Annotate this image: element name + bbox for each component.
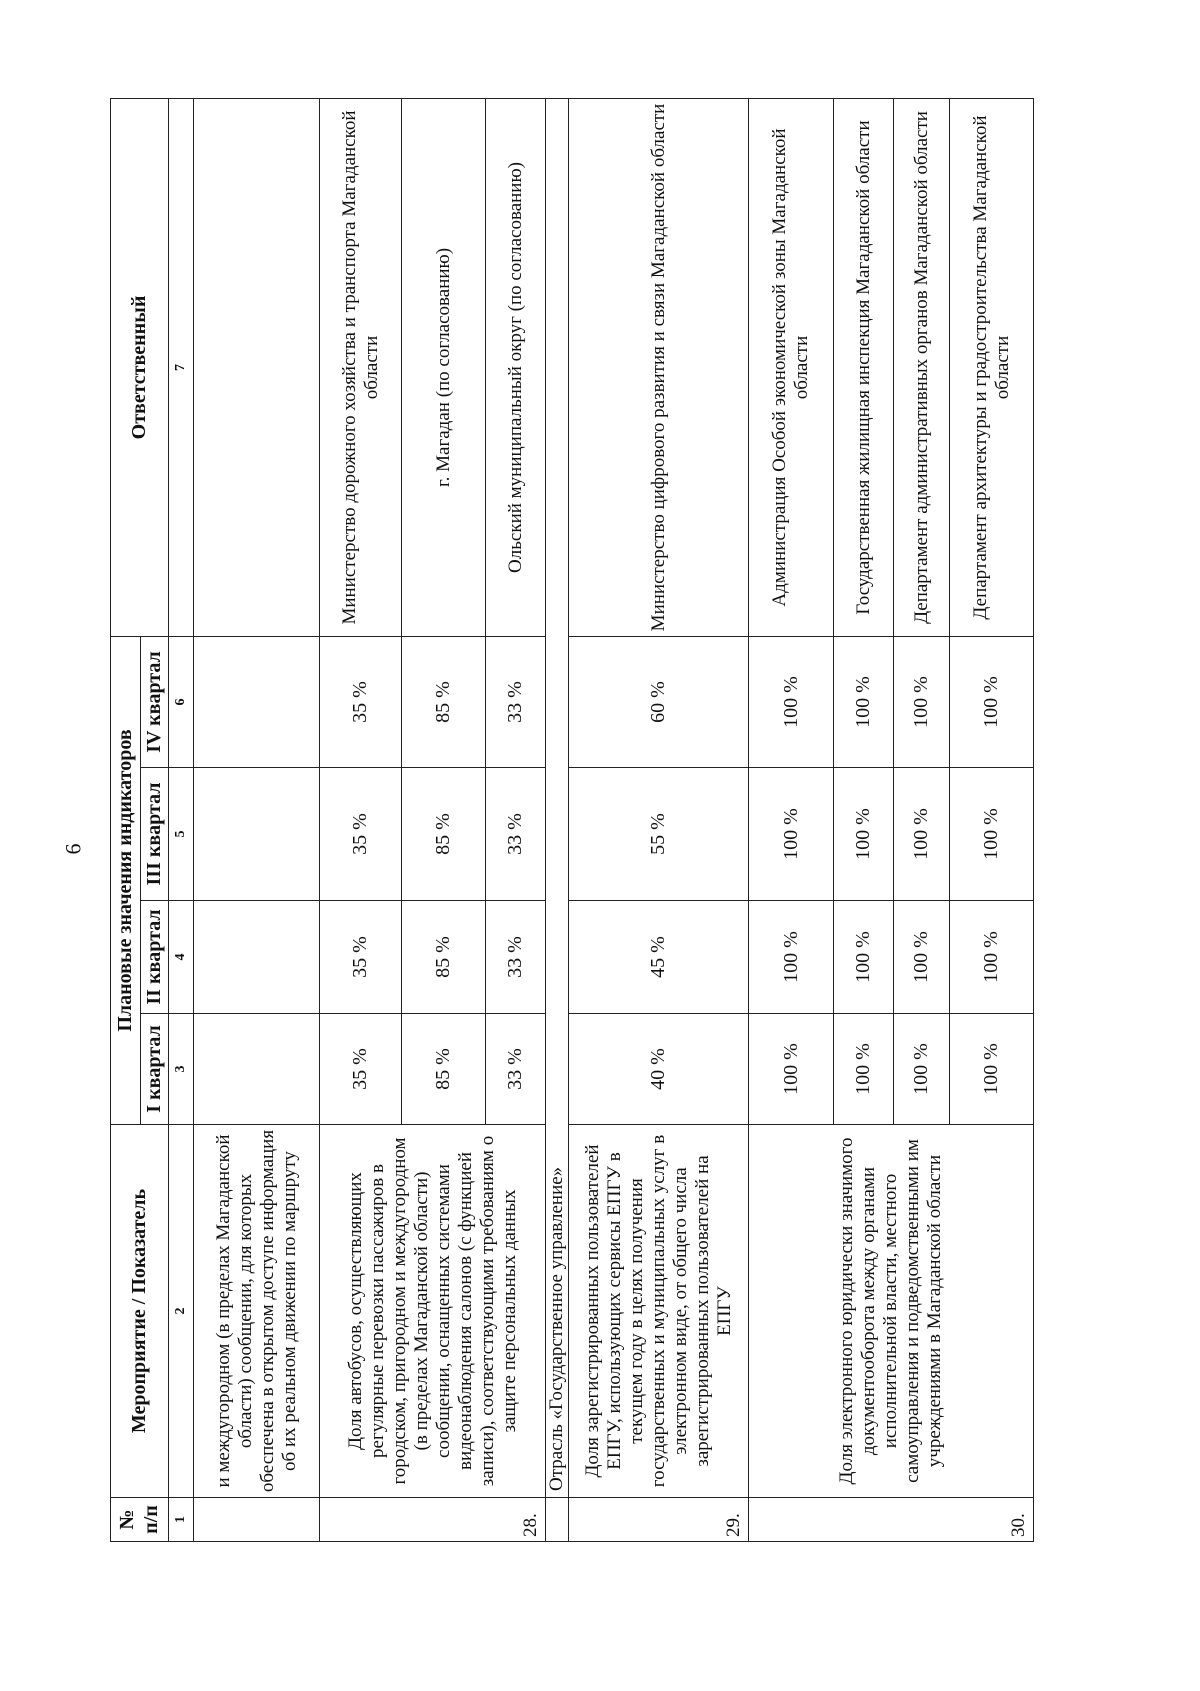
q1-value: 100 % (749, 1014, 834, 1125)
responsible-text: Министерство цифрового развития и связи Магаданской области (569, 98, 749, 636)
measure-text: Доля электронного юридически значимого документооборота между органами исполнительной власти, местного самоуправления и подведомственными им учреждениями в Магаданской области (749, 1125, 1034, 1498)
q1-value: 100 % (950, 1014, 1034, 1125)
q4-value: 100 % (950, 636, 1034, 767)
row-number: 29. (569, 1498, 749, 1542)
responsible-text: Ольский муниципальный округ (по согласованию) (486, 98, 546, 636)
q4-value: 35 % (320, 636, 402, 767)
q3-value: 100 % (894, 768, 950, 901)
measure-text: и междугородном (в пределах Магаданской области) сообщении, для которых обеспечена в открытом доступе информация об их реальном движении по маршруту (194, 1125, 320, 1498)
col-number: 4 (169, 901, 194, 1014)
col-number: 2 (169, 1125, 194, 1498)
responsible-text (194, 98, 320, 636)
q3-value: 33 % (486, 768, 546, 901)
table-row (320, 98, 402, 1541)
q2-value: 100 % (894, 901, 950, 1014)
page-number: 6 (60, 843, 86, 855)
row-number: 30. (749, 1498, 1034, 1542)
table-row (569, 98, 749, 1541)
q3-value: 100 % (950, 768, 1034, 901)
col-number: 7 (169, 98, 194, 636)
q1-value: 33 % (486, 1014, 546, 1125)
q4-value: 100 % (749, 636, 834, 767)
measure-text: Доля автобусов, осуществляющих регулярные перевозки пассажиров в городском, пригородном и междугородном (в пределах Магаданской области) сообщении, оснащенных системами видеонаблюдения салонов (с функцией записи), соответствующими требованиям о защите персональных данных (320, 1125, 546, 1498)
q2-value: 35 % (320, 901, 402, 1014)
q3-value: 35 % (320, 768, 402, 901)
q3-value (194, 768, 320, 901)
header-num: № п/п (111, 1498, 169, 1542)
q4-value (194, 636, 320, 767)
col-number: 3 (169, 1014, 194, 1125)
responsible-text: Департамент архитектуры и градостроительства Магаданской области (950, 98, 1034, 636)
q2-value: 85 % (402, 901, 486, 1014)
responsible-text: Департамент административных органов Магаданской области (894, 98, 950, 636)
q4-value: 33 % (486, 636, 546, 767)
q4-value: 85 % (402, 636, 486, 767)
column-number-row (169, 98, 194, 1541)
q4-value: 100 % (834, 636, 894, 767)
responsible-text: Министерство дорожного хозяйства и транспорта Магаданской области (320, 98, 402, 636)
q3-value: 55 % (569, 768, 749, 901)
q3-value: 100 % (749, 768, 834, 901)
header-q4: IV квартал (141, 636, 169, 767)
q1-value: 100 % (834, 1014, 894, 1125)
q4-value: 100 % (894, 636, 950, 767)
q1-value: 40 % (569, 1014, 749, 1125)
col-number: 6 (169, 636, 194, 767)
q2-value: 100 % (834, 901, 894, 1014)
header-q1: I квартал (141, 1014, 169, 1125)
rotated-table-container (110, 99, 1057, 1542)
table-row (194, 98, 320, 1541)
responsible-text: Администрация Особой экономической зоны Магаданской области (749, 98, 834, 636)
header-q2: II квартал (141, 901, 169, 1014)
header-measure: Мероприятие / Показатель (111, 1125, 169, 1498)
responsible-text: Государственная жилищная инспекция Магаданской области (834, 98, 894, 636)
q2-value: 100 % (950, 901, 1034, 1014)
table-row (749, 98, 834, 1541)
section-title: Отрасль «Государственное управление» (546, 98, 569, 1497)
row-number (194, 1498, 320, 1542)
col-number: 1 (169, 1498, 194, 1542)
indicators-table (110, 98, 1034, 1542)
q2-value: 45 % (569, 901, 749, 1014)
header-plan: Плановые значения индикаторов (111, 636, 141, 1124)
q2-value: 100 % (749, 901, 834, 1014)
q1-value: 35 % (320, 1014, 402, 1125)
header-responsible: Ответственный (111, 98, 169, 636)
section-row (546, 98, 569, 1541)
row-number: 28. (320, 1498, 546, 1542)
col-number: 5 (169, 768, 194, 901)
q4-value: 60 % (569, 636, 749, 767)
section-spacer (546, 1498, 569, 1542)
q3-value: 100 % (834, 768, 894, 901)
q1-value (194, 1014, 320, 1125)
q1-value: 100 % (894, 1014, 950, 1125)
q3-value: 85 % (402, 768, 486, 901)
q2-value (194, 901, 320, 1014)
q1-value: 85 % (402, 1014, 486, 1125)
measure-text: Доля зарегистрированных пользователей ЕПГУ, использующих сервисы ЕПГУ в текущем году в целях получения государственных и муниципальных услуг в электронном виде, от общего числа зарегистрированных пользователей на ЕПГУ (569, 1125, 749, 1498)
header-q3: III квартал (141, 768, 169, 901)
responsible-text: г. Магадан (по согласованию) (402, 98, 486, 636)
q2-value: 33 % (486, 901, 546, 1014)
